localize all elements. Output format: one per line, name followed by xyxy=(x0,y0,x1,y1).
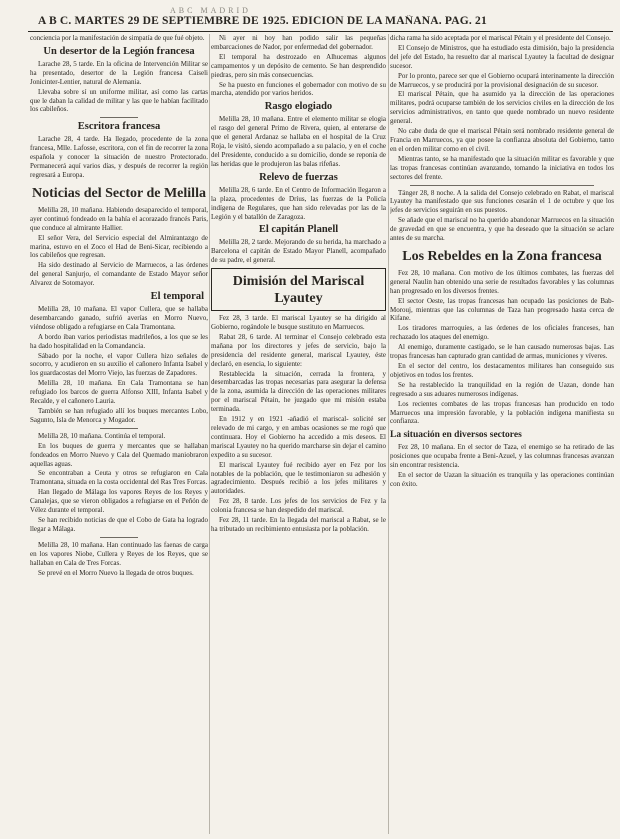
page-header: A B C. MARTES 29 DE SEPTIEMBRE DE 1925. EDICION DE LA MAÑANA. PAG. 21 xyxy=(38,15,487,27)
column-3 xyxy=(390,34,614,834)
paragraph: Melilla 28, 10 mañana. El vapor Cullera, que se hallaba desembarcando ganado, sufrió averías en Morro Nuevo, viéndose obligado a refugiarse en Cala Tramontana. xyxy=(30,305,208,331)
paragraph: En el sector de Uazan la situación es tranquila y las operaciones continúan con éxito. xyxy=(390,471,614,488)
paragraph: En el sector del centro, los destacamentos militares han conseguido sus objetivos en todos los frentes. xyxy=(390,362,614,379)
paragraph: Sábado por la noche, el vapor Cullera hizo señales de socorro, y acudieron en su auxilio el cañonero Infanta Isabel y los guardacostas del Morro Viejo, las fuerzas de Zapadores. xyxy=(30,351,208,378)
headline-temporal: El temporal xyxy=(150,291,204,303)
headline-relevo: Relevo de fuerzas xyxy=(259,171,338,183)
headline-desertor: Un desertor de la Legión francesa xyxy=(43,45,195,57)
paragraph: Por lo pronto, parece ser que el Gobierno ocupará interinamente la dirección de Marruecos, y se producirá por la provisional designación de su sucesor. xyxy=(390,71,614,89)
paragraph: El sector Oeste, las tropas francesas han ocupado las posiciones de Bab-Morouj, mientras que las columnas de Taza han progresado hasta cerca de Kifane. xyxy=(390,296,614,323)
paragraph: Melilla 28, 2 tarde. Mejorando de su herida, ha marchado a Barcelona el capitán de Estado Mayor Planell, acompañado de su padre, el general. xyxy=(211,238,386,265)
paragraph: Mientras tanto, se ha manifestado que la situación militar es favorable y que las tropas francesas continúan avanzando, tomando la iniciativa en todos los sectores del frente. xyxy=(390,154,614,181)
paragraph: Ha sido destinado al Servicio de Marruecos, a las órdenes del general Sanjurjo, el comandante de Estado Mayor señor Alvarez de Sotomayor. xyxy=(30,261,208,288)
column-rule-1 xyxy=(209,34,210,834)
paragraph: Se han recibido noticias de que el Cobo de Gata ha logrado llegar a Málaga. xyxy=(30,515,208,533)
paragraph: El Consejo de Ministros, que ha estudiado esta dimisión, bajo la presidencia del jefe del Estado, ha resuelto dar al mariscal Lyautey la facultad de designar sucesor. xyxy=(390,43,614,70)
header-rule xyxy=(28,31,613,32)
paragraph: Se encontraban a Ceuta y otros se refugiaron en Cala Tramontana, situada en la costa occidental del Ras Tres Forcas. xyxy=(30,469,208,487)
paragraph: Rabat 28, 6 tarde. Al terminar el Consejo celebrado esta mañana por los directores y jefes de servicio, bajo la presidencia del residente general, mariscal Lyautey, éste declaró, en esencia, lo siguiente: xyxy=(211,332,386,368)
paragraph: Fez 28, 3 tarde. El mariscal Lyautey se ha dirigido al Gobierno, rogándole le busque sustituto en Marruecos. xyxy=(211,314,386,332)
headline-rasgo: Rasgo elogiado xyxy=(264,101,333,113)
paragraph: El temporal ha destrozado en Alhucemas algunos campamentos y un depósito de cemento. Se han desprendido piedras, pero sin más consecuencias. xyxy=(211,52,386,79)
paragraph: Se ha puesto en funciones el gobernador con motivo de su marcha, atendido por varios heridos. xyxy=(211,80,386,98)
headline-escritora: Escritora francesa xyxy=(77,121,161,133)
paragraph: Melilla 28, 10 mañana. En Cala Tramontana se han refugiado los barcos de guerra Alfonso XIII, Infanta Isabel y Recalde, y el cañonero Lauria. xyxy=(30,379,208,406)
paragraph: Melilla 28, 10 mañana. Han continuado las faenas de carga en los vapores Niobe, Cullera y Reyes de los Reyes, que se hallaban en Cala de Tres Forcas. xyxy=(30,540,208,567)
paragraph: Los tiradores marroquíes, a las órdenes de los oficiales franceses, han rechazado los ataques del enemigo. xyxy=(390,324,614,342)
column-rule-2 xyxy=(388,34,389,834)
paragraph: No cabe duda de que el mariscal Pétain será nombrado residente general de Francia en Marruecos, ya que posee la confianza absoluta del Gobierno, tanto en el orden militar como en el civil. xyxy=(390,127,614,153)
paragraph: Al enemigo, duramente castigado, se le han causado numerosas bajas. Las tropas francesas han capturado gran cantidad de armas, municiones y víveres. xyxy=(390,343,614,361)
paragraph: Fez 28, 11 tarde. En la llegada del mariscal a Rabat, se le ha tributado un recibimiento entusiasta por la población. xyxy=(211,516,386,533)
paragraph: El señor Vera, del Servicio especial del Almirantazgo de marina, estuvo en el Zoco el Had de Beni-Sicar, recibiendo a los cabileños que regresan. xyxy=(30,233,208,260)
column-1 xyxy=(30,34,208,834)
paragraph: El mariscal Lyautey fué recibido ayer en Fez por los notables de la población, que le testimoniaron su adhesión y agradecimiento. Después recibió a los jefes militares y autoridades. xyxy=(211,460,386,496)
headline-situacion: La situación en diversos sectores xyxy=(390,430,522,441)
headline-box xyxy=(211,268,386,311)
headline-rebeldes: Los Rebeldes en la Zona francesa xyxy=(402,248,602,264)
paragraph: dicha rama ha sido aceptada por el mariscal Pétain y el presidente del Consejo. xyxy=(390,34,611,42)
top-strip: ABC MADRID xyxy=(170,6,251,15)
headline-dimision: Dimisión del Mariscal Lyautey xyxy=(232,274,365,307)
separator xyxy=(410,185,594,186)
paragraph: En 1912 y en 1921 -añadió el mariscal- solicité ser relevado de mi cargo, y en ambas ocasiones se me rogó que continuara. Hoy el Gobierno ha accedido a mis deseos. El mariscal Lyautey no ha querido marcharse sin dejar el camino expedito a su sucesor. xyxy=(211,415,386,459)
paragraph: Se ha restablecido la tranquilidad en la región de Uazan, donde han regresado a sus aduares numerosos indígenas. xyxy=(390,380,614,398)
paragraph: Larache 28, 5 tarde. En la oficina de Intervención Militar se ha presentado, desertor de la Legión francesa Caiseli Jonicinter-Lentier, natural de Alemania. xyxy=(30,59,208,86)
paragraph: Se añade que el mariscal no ha querido abandonar Marruecos en la situación de gravedad en que se encuentra, y que ha deseado que la situación se aclare antes de su marcha. xyxy=(390,216,614,243)
headline-planell: El capitán Planell xyxy=(258,224,339,236)
paragraph: Fez 28, 8 tarde. Los jefes de los servicios de Fez y la colonia francesa se han despedido del mariscal. xyxy=(211,497,386,515)
paragraph: También se han refugiado allí los buques mercantes Lobo, Sagunto, Isla de Menorca y Mogador. xyxy=(30,407,208,424)
separator xyxy=(100,428,138,429)
headline-melilla: Noticias del Sector de Melilla xyxy=(32,185,206,201)
paragraph: Melilla 28, 6 tarde. En el Centro de Información llegaron a la plaza, procedentes de Dríus, las fuerzas de la Policía indígena de Regulares, que han sido relevadas por las de la Legión y el batallón de Zaragoza. xyxy=(211,185,386,221)
paragraph: Melilla 28, 10 mañana. Entre el elemento militar se elogia el rasgo del general Primo de Rivera, quien, al enterarse de que el general Ardanaz se hallaba en el hospital de la Cruz Roja, le visitó, siendo acompañado a su palacio, y en el coche del Presidente, conducido a su domicilio, donde se reponía de las heridas que le produjeron las balas rifeñas. xyxy=(211,115,386,168)
paragraph: Ni ayer ni hoy han podido salir las pequeñas embarcaciones de Nador, por enfermedad del gobernador. xyxy=(211,34,386,51)
paragraph: A bordo iban varios periodistas madrileños, a los que se les ha dado hospitalidad en la Comandancia. xyxy=(30,332,208,350)
paragraph: Llevaba sobre sí un uniforme militar, así como las cartas que le daban la calidad de militar y las que le habían facilitado los cabileños. xyxy=(30,87,208,114)
paragraph: Fez 28, 10 mañana. Con motivo de los últimos combates, las fuerzas del general Naulin han obtenido una serie de resultados favorables y las columnas han progresado en los diversos frentes. xyxy=(390,268,614,295)
paragraph: Fez 28, 10 mañana. En el sector de Taza, el enemigo se ha retirado de las posiciones que ocupaba frente a Beni-Azuel, y las columnas francesas avanzan sin encontrar resistencia. xyxy=(390,443,614,470)
paragraph: Los recientes combates de las tropas francesas han producido en todo Marruecos una impresión favorable, y la población indígena manifiesta su confianza. xyxy=(390,399,614,426)
paragraph: En los buques de guerra y mercantes que se hallaban fondeados en Morro Nuevo y Cala del Quemado maniobraron aquellas aguas. xyxy=(30,441,208,468)
separator xyxy=(100,117,138,118)
separator xyxy=(100,537,138,538)
paragraph: Han llegado de Málaga los vapores Reyes de los Reyes y Canalejas, que se vieron obligados a refugiarse en el Peñón de Vélez durante el temporal. xyxy=(30,488,208,515)
paragraph: Melilla 28, 10 mañana. Habiendo desaparecido el temporal, ayer continuó fondeado en la bahía el acorazado francés Paris, que conduce al almirante Hallier. xyxy=(30,205,208,232)
paragraph: El mariscal Pétain, que ha asumido ya la dirección de las operaciones militares, podrá ocuparse también de los servicios civiles en la dirección de los servicios administrativos, en tanto que quede nombrado un nuevo residente general. xyxy=(390,90,614,126)
paragraph: Melilla 28, 10 mañana. Continúa el temporal. xyxy=(38,431,166,440)
lead-text: conciencia por la manifestación de simpatía de que fué objeto. xyxy=(30,34,205,42)
paragraph: Tánger 28, 8 noche. A la salida del Consejo celebrado en Rabat, el mariscal Lyautey ha manifestado que sus funciones cesarán el 1 de octubre y que los jefes de servicios seguirán en sus puestos. xyxy=(390,188,614,215)
paragraph: Restablecida la situación, cerrada la frontera, y desembarcadas las tropas necesarias para asegurar la defensa de la zona, asumida la dirección de las operaciones militares por el mariscal Pétain, he juzgado que mi misión estaba terminada. xyxy=(211,369,386,414)
paragraph: Se prevé en el Morro Nuevo la llegada de otros buques. xyxy=(38,568,194,577)
column-2 xyxy=(211,34,386,834)
paragraph: Larache 28, 4 tarde. Ha llegado, procedente de la zona francesa, Mlle. Lafosse, escritora, con el fin de recorrer la zona española y conocer la situación de nuestro Protectorado. Permanecerá aquí varios días, y después de recorrer la región regresará a Europa. xyxy=(30,135,208,179)
